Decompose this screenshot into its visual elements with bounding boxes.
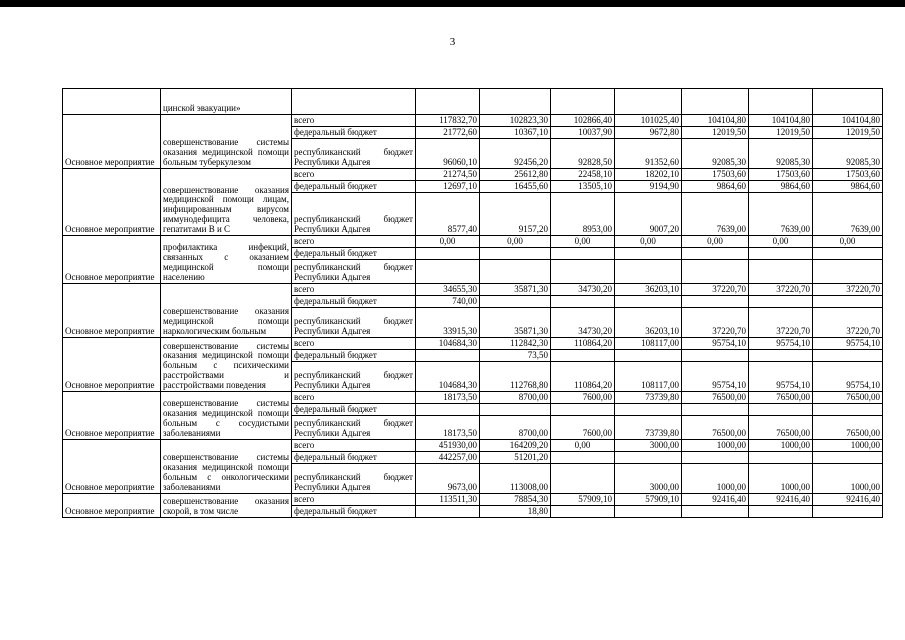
funding-source-cell: республиканский бюджет Республики Адыгея	[292, 139, 416, 169]
value-cell: 73739,80	[615, 416, 682, 440]
activity-name-cell: совершенствование оказания медицинской помощи наркологическим больным	[161, 284, 292, 338]
page-top-border	[0, 0, 905, 7]
value-cell: 92085,30	[682, 139, 749, 169]
value-cell: 110864,20	[551, 338, 615, 350]
value-cell: 1000,00	[749, 440, 813, 452]
value-cell: 91352,60	[615, 139, 682, 169]
funding-source-cell: федеральный бюджет	[292, 452, 416, 464]
value-cell: 9157,20	[480, 193, 551, 236]
value-cell	[615, 404, 682, 416]
value-cell: 113511,30	[416, 494, 480, 506]
value-cell: 37220,70	[813, 284, 883, 296]
value-cell	[682, 404, 749, 416]
value-cell: 0,00	[749, 236, 813, 248]
value-cell: 1000,00	[749, 464, 813, 494]
value-cell: 9864,60	[682, 181, 749, 193]
activity-type-cell: Основное мероприятие	[63, 236, 161, 284]
value-cell: 10367,10	[480, 127, 551, 139]
funding-source-cell: всего	[292, 115, 416, 127]
table-row	[63, 236, 883, 248]
continuation-value-cell	[682, 89, 749, 115]
value-cell: 104684,30	[416, 338, 480, 350]
value-cell	[813, 296, 883, 308]
value-cell	[551, 404, 615, 416]
value-cell: 7639,00	[813, 193, 883, 236]
value-cell: 95754,10	[749, 362, 813, 392]
continuation-row	[63, 89, 883, 115]
value-cell	[480, 260, 551, 284]
value-cell: 442257,00	[416, 452, 480, 464]
value-cell	[813, 350, 883, 362]
value-cell: 73,50	[480, 350, 551, 362]
value-cell	[615, 260, 682, 284]
value-cell: 9007,20	[615, 193, 682, 236]
value-cell: 164209,20	[480, 440, 551, 452]
value-cell	[749, 296, 813, 308]
value-cell: 0,00	[813, 236, 883, 248]
activity-type-cell: Основное мероприятие	[63, 392, 161, 440]
value-cell: 8953,00	[551, 193, 615, 236]
value-cell: 57909,10	[551, 494, 615, 506]
continuation-value-cell	[749, 89, 813, 115]
value-cell: 10037,90	[551, 127, 615, 139]
value-cell: 110864,20	[551, 362, 615, 392]
value-cell	[480, 296, 551, 308]
funding-source-cell: федеральный бюджет	[292, 127, 416, 139]
value-cell: 108117,00	[615, 338, 682, 350]
value-cell	[749, 260, 813, 284]
value-cell	[551, 464, 615, 494]
value-cell: 18202,10	[615, 169, 682, 181]
value-cell: 7600,00	[551, 416, 615, 440]
value-cell: 8700,00	[480, 416, 551, 440]
activity-type-cell: Основное мероприятие	[63, 440, 161, 494]
value-cell: 76500,00	[749, 416, 813, 440]
value-cell: 12019,50	[749, 127, 813, 139]
value-cell: 740,00	[416, 296, 480, 308]
value-cell: 17503,60	[813, 169, 883, 181]
value-cell: 25612,80	[480, 169, 551, 181]
value-cell	[615, 350, 682, 362]
value-cell	[682, 452, 749, 464]
value-cell	[416, 248, 480, 260]
value-cell: 9864,60	[813, 181, 883, 193]
value-cell	[682, 350, 749, 362]
value-cell: 102866,40	[551, 115, 615, 127]
value-cell	[551, 506, 615, 518]
value-cell: 9673,00	[416, 464, 480, 494]
table-row	[63, 440, 883, 452]
value-cell: 7639,00	[682, 193, 749, 236]
value-cell: 117832,70	[416, 115, 480, 127]
value-cell: 7600,00	[551, 392, 615, 404]
funding-source-cell: республиканский бюджет Республики Адыгея	[292, 308, 416, 338]
continuation-value-cell	[480, 89, 551, 115]
activity-type-cell: Основное мероприятие	[63, 169, 161, 236]
continuation-value-cell	[813, 89, 883, 115]
value-cell: 18173,50	[416, 392, 480, 404]
value-cell: 95754,10	[682, 362, 749, 392]
value-cell: 34730,20	[551, 308, 615, 338]
funding-source-cell: федеральный бюджет	[292, 506, 416, 518]
value-cell: 76500,00	[682, 416, 749, 440]
value-cell: 76500,00	[682, 392, 749, 404]
value-cell	[551, 296, 615, 308]
value-cell: 8700,00	[480, 392, 551, 404]
value-cell	[813, 506, 883, 518]
value-cell: 95754,10	[813, 362, 883, 392]
funding-source-cell: республиканский бюджет Республики Адыгея	[292, 416, 416, 440]
value-cell: 8577,40	[416, 193, 480, 236]
funding-source-cell: всего	[292, 392, 416, 404]
value-cell	[615, 248, 682, 260]
table-row	[63, 494, 883, 506]
value-cell: 37220,70	[813, 308, 883, 338]
value-cell: 0,00	[551, 440, 615, 452]
value-cell: 36203,10	[615, 284, 682, 296]
value-cell: 76500,00	[813, 392, 883, 404]
value-cell: 34655,30	[416, 284, 480, 296]
value-cell	[682, 506, 749, 518]
value-cell: 22458,10	[551, 169, 615, 181]
value-cell	[682, 260, 749, 284]
value-cell	[551, 248, 615, 260]
value-cell: 18,80	[480, 506, 551, 518]
value-cell: 33915,30	[416, 308, 480, 338]
value-cell: 9672,80	[615, 127, 682, 139]
value-cell: 12697,10	[416, 181, 480, 193]
value-cell: 35871,30	[480, 308, 551, 338]
value-cell: 78854,30	[480, 494, 551, 506]
value-cell	[416, 260, 480, 284]
activity-type-cell: Основное мероприятие	[63, 115, 161, 169]
funding-source-cell: федеральный бюджет	[292, 350, 416, 362]
value-cell: 95754,10	[813, 338, 883, 350]
value-cell	[551, 260, 615, 284]
value-cell	[480, 248, 551, 260]
value-cell: 102823,30	[480, 115, 551, 127]
value-cell	[416, 404, 480, 416]
activity-name-cell: совершенствование системы оказания медицинской помощи больным с психическими расстройствами и расстройствами поведения	[161, 338, 292, 392]
value-cell	[682, 248, 749, 260]
value-cell: 34730,20	[551, 284, 615, 296]
value-cell: 37220,70	[749, 308, 813, 338]
value-cell: 92456,20	[480, 139, 551, 169]
value-cell: 104104,80	[813, 115, 883, 127]
funding-source-cell: республиканский бюджет Республики Адыгея	[292, 464, 416, 494]
value-cell: 108117,00	[615, 362, 682, 392]
value-cell: 113008,00	[480, 464, 551, 494]
value-cell: 18173,50	[416, 416, 480, 440]
value-cell: 12019,50	[682, 127, 749, 139]
funding-source-cell: всего	[292, 236, 416, 248]
continuation-value-cell	[615, 89, 682, 115]
value-cell: 17503,60	[682, 169, 749, 181]
value-cell: 104684,30	[416, 362, 480, 392]
funding-source-cell: федеральный бюджет	[292, 248, 416, 260]
activity-type-cell: Основное мероприятие	[63, 338, 161, 392]
value-cell	[749, 248, 813, 260]
value-cell: 51201,20	[480, 452, 551, 464]
continuation-type-cell	[63, 89, 161, 115]
value-cell	[682, 296, 749, 308]
value-cell: 16455,60	[480, 181, 551, 193]
table-body	[63, 89, 883, 518]
value-cell	[615, 296, 682, 308]
value-cell: 21274,50	[416, 169, 480, 181]
value-cell	[749, 452, 813, 464]
value-cell: 451930,00	[416, 440, 480, 452]
value-cell	[615, 452, 682, 464]
value-cell: 73739,80	[615, 392, 682, 404]
funding-source-cell: всего	[292, 440, 416, 452]
funding-source-cell: республиканский бюджет Республики Адыгея	[292, 260, 416, 284]
value-cell: 13505,10	[551, 181, 615, 193]
value-cell	[551, 452, 615, 464]
value-cell: 95754,10	[749, 338, 813, 350]
value-cell: 0,00	[416, 236, 480, 248]
activity-name-cell: совершенствование оказания скорой, в том числе	[161, 494, 292, 518]
funding-source-cell: всего	[292, 338, 416, 350]
value-cell: 92828,50	[551, 139, 615, 169]
value-cell	[813, 452, 883, 464]
value-cell: 92085,30	[813, 139, 883, 169]
activity-name-cell: профилактика инфекций, связанных с оказанием медицинской помощи населению	[161, 236, 292, 284]
funding-source-cell: федеральный бюджет	[292, 181, 416, 193]
value-cell: 92085,30	[749, 139, 813, 169]
value-cell: 21772,60	[416, 127, 480, 139]
value-cell: 76500,00	[813, 416, 883, 440]
value-cell: 0,00	[480, 236, 551, 248]
funding-source-cell: федеральный бюджет	[292, 296, 416, 308]
value-cell: 104104,80	[682, 115, 749, 127]
value-cell	[615, 506, 682, 518]
value-cell: 1000,00	[682, 464, 749, 494]
table-row	[63, 338, 883, 350]
value-cell: 36203,10	[615, 308, 682, 338]
funding-source-cell: республиканский бюджет Республики Адыгея	[292, 362, 416, 392]
table-row	[63, 284, 883, 296]
value-cell	[749, 350, 813, 362]
funding-source-cell: федеральный бюджет	[292, 404, 416, 416]
funding-source-cell: республиканский бюджет Республики Адыгея	[292, 193, 416, 236]
value-cell: 3000,00	[615, 440, 682, 452]
value-cell: 101025,40	[615, 115, 682, 127]
activity-name-cell: совершенствование системы оказания медицинской помощи больным туберкулезом	[161, 115, 292, 169]
value-cell: 9864,60	[749, 181, 813, 193]
value-cell: 3000,00	[615, 464, 682, 494]
value-cell: 1000,00	[813, 464, 883, 494]
value-cell: 96060,10	[416, 139, 480, 169]
value-cell: 12019,50	[813, 127, 883, 139]
funding-source-cell: всего	[292, 169, 416, 181]
value-cell: 37220,70	[682, 284, 749, 296]
value-cell: 76500,00	[749, 392, 813, 404]
continuation-value-cell	[416, 89, 480, 115]
value-cell: 104104,80	[749, 115, 813, 127]
value-cell: 112768,80	[480, 362, 551, 392]
value-cell: 95754,10	[682, 338, 749, 350]
table-row	[63, 115, 883, 127]
value-cell: 17503,60	[749, 169, 813, 181]
value-cell: 112842,30	[480, 338, 551, 350]
activity-name-cell: совершенствование системы оказания медицинской помощи больным с онкологическими заболеваниями	[161, 440, 292, 494]
continuation-name-cell: цинской эвакуации»	[161, 89, 292, 115]
value-cell	[813, 260, 883, 284]
value-cell	[416, 350, 480, 362]
value-cell	[551, 350, 615, 362]
value-cell: 35871,30	[480, 284, 551, 296]
funding-table	[62, 88, 883, 518]
funding-source-cell: всего	[292, 284, 416, 296]
value-cell	[480, 404, 551, 416]
value-cell: 0,00	[551, 236, 615, 248]
value-cell: 0,00	[615, 236, 682, 248]
value-cell: 9194,90	[615, 181, 682, 193]
table-row	[63, 392, 883, 404]
activity-type-cell: Основное мероприятие	[63, 284, 161, 338]
continuation-source-cell	[292, 89, 416, 115]
value-cell	[749, 506, 813, 518]
value-cell: 92416,40	[682, 494, 749, 506]
table-row	[63, 169, 883, 181]
activity-name-cell: совершенствование системы оказания медицинской помощи больным с сосудистыми заболеваниями	[161, 392, 292, 440]
value-cell: 92416,40	[813, 494, 883, 506]
value-cell: 37220,70	[682, 308, 749, 338]
value-cell: 0,00	[682, 236, 749, 248]
value-cell: 37220,70	[749, 284, 813, 296]
activity-name-cell: совершенствование оказания медицинской помощи лицам, инфицированным вирусом иммунодефицита человека, гепатитами B и C	[161, 169, 292, 236]
value-cell: 1000,00	[813, 440, 883, 452]
value-cell	[813, 404, 883, 416]
funding-source-cell: всего	[292, 494, 416, 506]
value-cell: 7639,00	[749, 193, 813, 236]
activity-type-cell: Основное мероприятие	[63, 494, 161, 518]
value-cell	[813, 248, 883, 260]
value-cell: 57909,10	[615, 494, 682, 506]
value-cell: 92416,40	[749, 494, 813, 506]
value-cell: 1000,00	[682, 440, 749, 452]
page-number: 3	[449, 36, 456, 48]
value-cell	[749, 404, 813, 416]
value-cell	[416, 506, 480, 518]
continuation-value-cell	[551, 89, 615, 115]
